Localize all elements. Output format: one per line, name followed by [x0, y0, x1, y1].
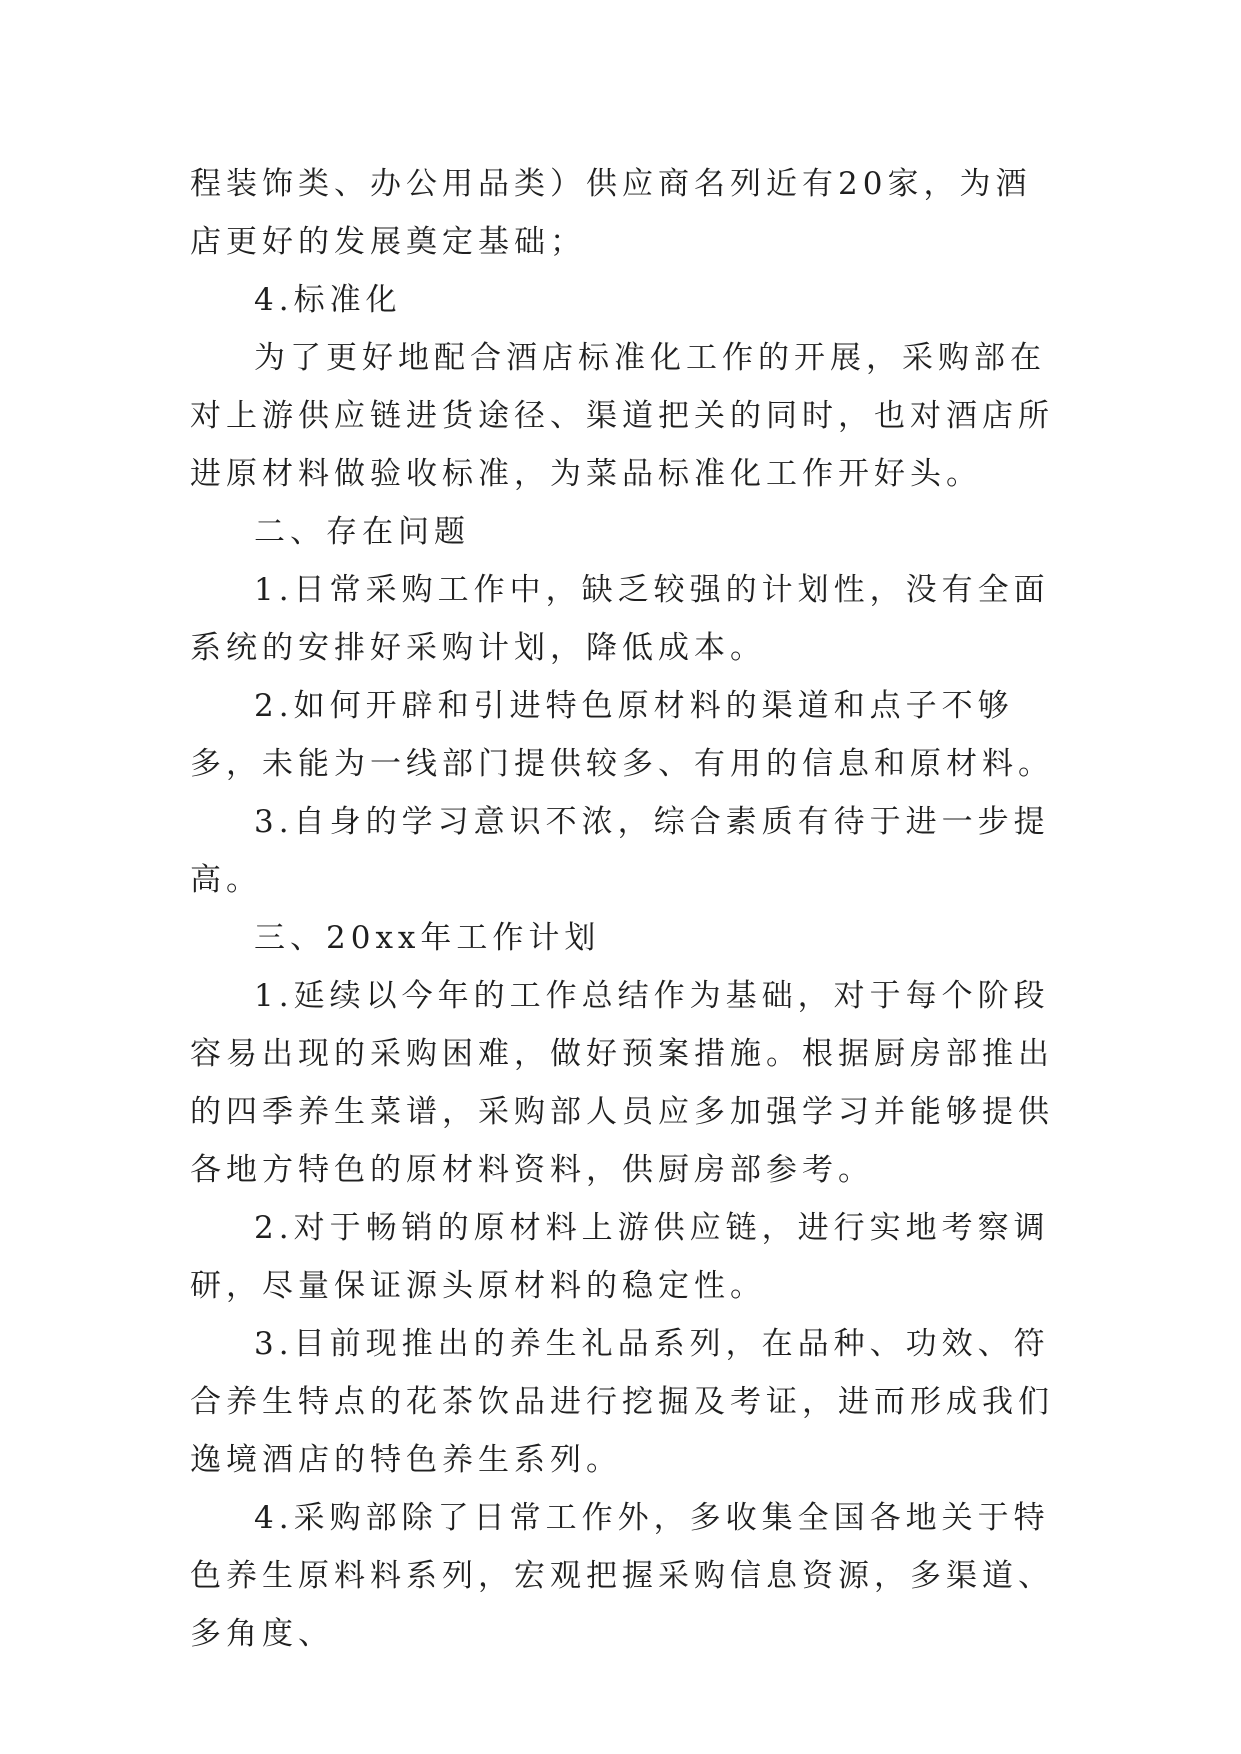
paragraph-1: 程装饰类、办公用品类）供应商名列近有20家，为酒店更好的发展奠定基础；: [190, 166, 1032, 260]
subheading-standardization: 4.标准化: [254, 282, 402, 318]
plan-item-4: 4.采购部除了日常工作外，多收集全国各地关于特色养生原料料系列，宏观把握采购信息资源，多渠道、多角度、: [190, 1500, 1054, 1652]
plan-item-1: 1.延续以今年的工作总结作为基础，对于每个阶段容易出现的采购困难，做好预案措施。根据厨房部推出的四季养生菜谱，采购部人员应多加强学习并能够提供各地方特色的原材料资料，供厨房部参考。: [190, 978, 1054, 1188]
section-heading-plan: 三、20xx年工作计划: [254, 920, 601, 956]
paragraph-standardization: 为了更好地配合酒店标准化工作的开展，采购部在对上游供应链进货途径、渠道把关的同时，也对酒店所进原材料做验收标准，为菜品标准化工作开好头。: [190, 340, 1054, 492]
plan-item-2: 2.对于畅销的原材料上游供应链，进行实地考察调研，尽量保证源头原材料的稳定性。: [190, 1210, 1050, 1304]
document-body: [190, 155, 1060, 1663]
problem-item-2: 2.如何开辟和引进特色原材料的渠道和点子不够多，未能为一线部门提供较多、有用的信息和原材料。: [190, 688, 1054, 782]
plan-item-3: 3.目前现推出的养生礼品系列，在品种、功效、符合养生特点的花茶饮品进行挖掘及考证，进而形成我们逸境酒店的特色养生系列。: [190, 1326, 1054, 1478]
section-heading-problems: 二、存在问题: [254, 514, 470, 550]
problem-item-1: 1.日常采购工作中，缺乏较强的计划性，没有全面系统的安排好采购计划，降低成本。: [190, 572, 1050, 666]
problem-item-3: 3.自身的学习意识不浓，综合素质有待于进一步提高。: [190, 804, 1050, 898]
